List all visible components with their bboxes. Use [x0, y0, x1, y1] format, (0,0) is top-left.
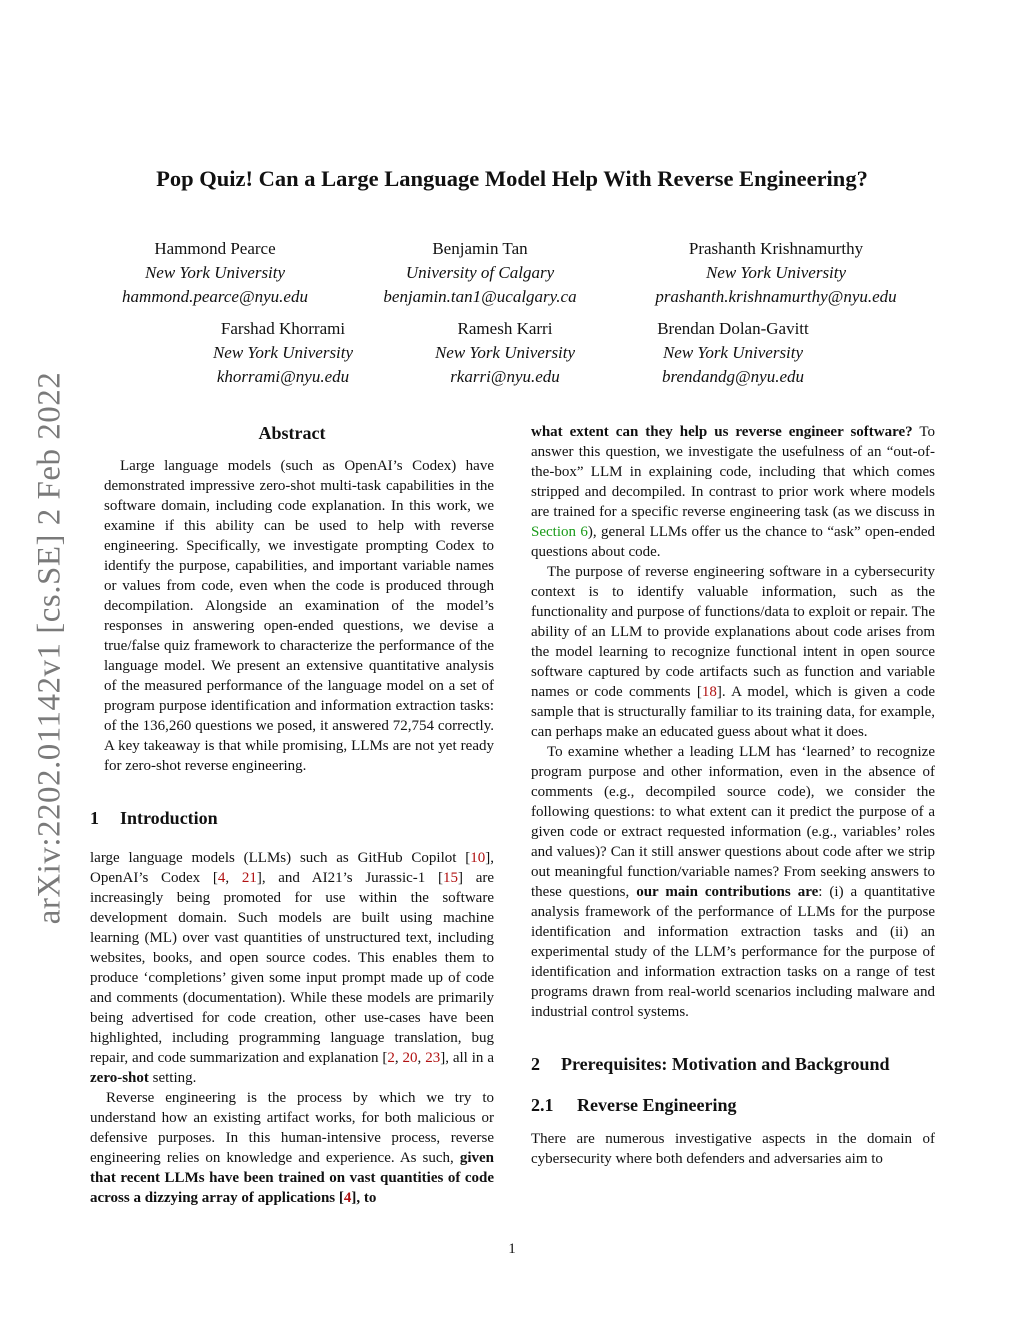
author-block — [623, 317, 843, 389]
author-name: Benjamin Tan — [432, 239, 528, 258]
section-title: Prerequisites: Motivation and Background — [561, 1054, 890, 1074]
author-affiliation: New York University — [212, 343, 354, 362]
citation-link[interactable]: 4 — [217, 870, 226, 886]
body-paragraph: There are numerous investigative aspects in the domain of cybersecurity where both defenders and adversaries aim to — [531, 1131, 935, 1167]
intro-paragraph: large language models (LLMs) such as GitHub Copilot [10], OpenAI’s Codex [4, 21], and AI21’s Jurassic-1 [15] are increasingly being promoted for use within the software development domain. Such models are built using machine learning (ML) over vast quantities of unstructured text, including websites, books, and open source codes. This enables them to produce ‘completions’ given some input prompt made up of code and comments (documentation). While these models are primarily being advertised for code creation, other use-cases have been highlighted, including programming language translation, bug repair, and code summarization and explanation [2, 20, 23], all in a zero-shot setting. — [90, 850, 495, 1086]
arxiv-identifier-stamp: arXiv:2202.01142v1 [cs.SE] 2 Feb 2022 — [31, 371, 68, 925]
author-name: Farshad Khorrami — [220, 319, 346, 338]
author-email[interactable]: prashanth.krishnamurthy@nyu.edu — [655, 287, 897, 306]
left-column — [90, 422, 494, 1208]
citation-link[interactable]: 2 — [387, 1050, 395, 1066]
section-cross-reference-link[interactable]: Section 6 — [531, 524, 588, 540]
paper-title: Pop Quiz! Can a Large Language Model Help With Reverse Engineering? — [156, 166, 868, 191]
section-heading-introduction — [90, 806, 494, 830]
citation-link[interactable]: 21 — [241, 870, 257, 886]
citation-link[interactable]: 10 — [470, 850, 486, 866]
author-email[interactable]: khorrami@nyu.edu — [216, 367, 350, 386]
author-email[interactable]: brendandg@nyu.edu — [661, 367, 804, 386]
author-name: Brendan Dolan-Gavitt — [657, 319, 809, 338]
author-affiliation: New York University — [434, 343, 576, 362]
abstract-text: Large language models (such as OpenAI’s Codex) have demonstrated impressive zero-shot multi-task capabilities in the software domain, including code explanation. In this work, we examine if this ability can be used to help with reverse engineering. Specifically, we investigate prompting Codex to identify the purpose, capabilities, and important variable names or values from code, even when the code is produced through decompilation. Alongside an examination of the model’s responses in answering open-ended questions, we devise a true/false quiz framework to characterize the performance of the language model. We present an extensive quantitative analysis of the measured performance of the language model on a set of program purpose identification and information extraction tasks: of the 136,260 questions we posed, it answered 72,754 correctly. A key takeaway is that while promising, LLMs are not yet ready for zero-shot reverse engineering. — [104, 458, 494, 774]
author-block — [621, 237, 931, 309]
abstract-heading: Abstract — [258, 423, 326, 443]
section-heading-prerequisites — [531, 1052, 935, 1076]
author-affiliation: New York University — [662, 343, 804, 362]
citation-link[interactable]: 15 — [443, 870, 458, 886]
body-paragraph: The purpose of reverse engineering software in a cybersecurity context is to identify valuable information, such as the functionality and purpose of functions/data to exploit or repair. The ability of an LLM to provide explanations about code arises from the model learning to recognize functional intent in open source software captured by code artifacts such as function and variable names or code comments [18]. A model, which is given a code sample that is structurally familiar to its training data, for example, can perhaps make an educated guess about what it does. — [531, 564, 935, 740]
section-number: 2 — [531, 1054, 540, 1074]
emphasis-text: zero-shot — [90, 1070, 149, 1086]
page-number: 1 — [508, 1241, 516, 1257]
author-affiliation: New York University — [705, 263, 847, 282]
subsection-heading-reverse-engineering — [531, 1093, 935, 1117]
subsection-number: 2.1 — [531, 1095, 554, 1115]
body-paragraph: To examine whether a leading LLM has ‘learned’ to recognize program purpose and other information, even in the absence of comments (e.g., decompiled source code), we consider the following questions: to what extent can it predict the purpose of a given code or extract requested information (e.g., variables’ roles and values)? Can it still answer questions about code after we strip out meaningful function/variable names? From seeking answers to these questions, our main contributions are: (i) a quantitative analysis framework of the performance of LLMs for the purpose identification and information extraction tasks and (ii) an experimental study of the LLM’s performance for the purpose of identification and information extraction tasks on a range of test programs drawn from real-world scenarios including malware and industrial control systems. — [531, 744, 935, 1020]
author-block — [395, 317, 615, 389]
citation-link[interactable]: 4 — [343, 1190, 352, 1206]
right-column — [531, 422, 935, 1169]
author-email[interactable]: rkarri@nyu.edu — [450, 367, 560, 386]
author-email[interactable]: benjamin.tan1@ucalgary.ca — [383, 287, 577, 306]
author-block — [173, 317, 393, 389]
author-name: Hammond Pearce — [154, 239, 276, 258]
author-block — [85, 237, 345, 309]
emphasis-text: given that recent LLMs have been trained on vast quantities of code across a dizzying array of applications [4], to — [90, 1150, 494, 1206]
section-number: 1 — [90, 808, 99, 828]
author-name: Ramesh Karri — [457, 319, 553, 338]
author-affiliation: New York University — [144, 263, 286, 282]
body-paragraph: what extent can they help us reverse engineer software? To answer this question, we investigate the usefulness of an “out-of-the-box” LLM in explaining code, including that which comes stripped and decompiled. In contrast to prior work where models are trained for a specific reverse engineering task (as we discuss in Section 6), general LLMs offer us the chance to “ask” open-ended questions about code. — [531, 424, 935, 560]
subsection-title: Reverse Engineering — [577, 1095, 737, 1115]
intro-paragraph: Reverse engineering is the process by which we try to understand how an existing artifact works, for both malicious or defensive purposes. In this human-intensive process, reverse engineering relies on knowledge and experience. As such, given that recent LLMs have been trained on vast quantities of code across a dizzying array of applications [4], to — [90, 1090, 494, 1206]
author-block — [350, 237, 610, 309]
emphasis-text: what extent can they help us reverse engineer software? — [531, 424, 913, 440]
citation-link[interactable]: 20 — [402, 1050, 418, 1066]
emphasis-text: our main contributions are — [636, 884, 819, 900]
author-name: Prashanth Krishnamurthy — [688, 239, 864, 258]
citation-link[interactable]: 18 — [701, 684, 717, 700]
author-affiliation: University of Calgary — [405, 263, 555, 282]
author-email[interactable]: hammond.pearce@nyu.edu — [122, 287, 308, 306]
citation-link[interactable]: 23 — [425, 1050, 441, 1066]
section-title: Introduction — [120, 808, 218, 828]
